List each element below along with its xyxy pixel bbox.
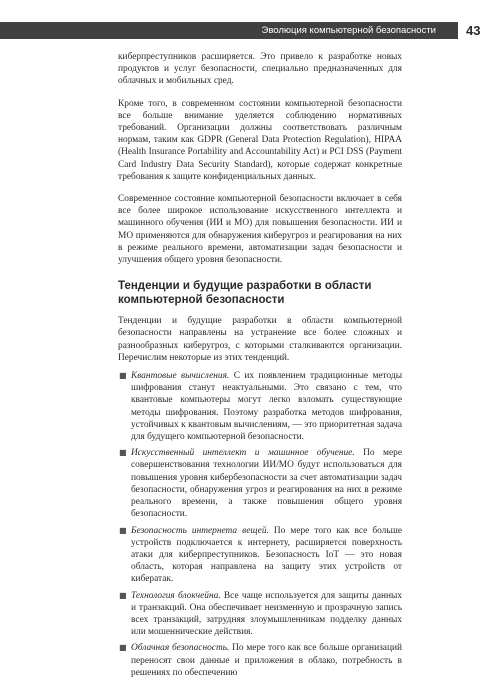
list-item [118, 447, 402, 520]
body-paragraph: киберпреступников расширяется. Это привело к разработке новых продуктов и услуг безопасности, специально предназначенных для облачных и мобильных сред. [118, 52, 402, 87]
list-item [118, 642, 402, 679]
section-heading: Тенденции и будущие разработки в области компьютерной безопасности [118, 280, 372, 307]
page-number: 43 [466, 23, 481, 38]
item-term: Облачная безопасность. [131, 643, 230, 654]
list-item [118, 525, 402, 586]
item-text: С их появлением традиционные методы шифрования станут неактуальными. Это связано с тем, что квантовые компьютеры могут легко взломать существующие методы шифрования. Поэтому разработка методов шифрования, устойчивых к квантовым вычислениям, — это приоритетная задача для будущего компьютерной безопасности. [131, 371, 402, 443]
list-item [118, 370, 402, 443]
item-term: Технология блокчейна. [131, 590, 221, 601]
item-text: По мере того как все больше организаций переносят свои данные и приложения в облако, потребность в решениях по обеспечению [131, 643, 402, 678]
square-bullet-icon: ■ [119, 371, 127, 381]
running-header [0, 22, 458, 39]
square-bullet-icon: ■ [119, 590, 127, 600]
chapter-title: Эволюция компьютерной безопасности [261, 25, 436, 36]
item-term: Безопасность интернета вещей. [131, 525, 269, 536]
trend-list [118, 370, 402, 679]
square-bullet-icon: ■ [119, 525, 127, 535]
list-item [118, 590, 402, 639]
item-text: По мере совершенствования технологии ИИ/МО будут использоваться для повышения уровня кибербезопасности за счет автоматизации задач безопасности, обнаружения угроз и реагирования на них в режиме реального времени, а также повышения общего уровня безопасности. [131, 448, 403, 520]
page-body [118, 51, 402, 683]
section-intro: Тенденции и будущие разработки в области компьютерной безопасности направлены на устранение все более сложных и разнообразных киберугроз, с которыми сталкиваются организации. Перечислим некоторые из этих тенденций. [118, 316, 402, 363]
item-term: Искусственный интеллект и машинное обучение. [131, 448, 355, 459]
body-paragraph: Современное состояние компьютерной безопасности включает в себя все более широкое использование искусственного интеллекта и машинного обучения (ИИ и МО) для повышения безопасности. ИИ и МО применяются для обнаружения киберугроз и реагирования на них в режиме реального времени, автоматизации задач безопасности и улучшения общего уровня безопасности. [118, 194, 402, 266]
body-paragraph: Кроме того, в современном состоянии компьютерной безопасности все больше внимание уделяется соблюдению нормативных требований. Организации должны соответствовать различным нормам, таким как GDPR (General Data Protection Regulation), HIPAA (Health Insurance Portability and Accountability Act) и PCI DSS (Payment Card Industry Data Security Standard), которые содержат конкретные требования к защите конфиденциальных данных. [118, 98, 402, 182]
square-bullet-icon: ■ [119, 643, 127, 653]
square-bullet-icon: ■ [119, 448, 127, 458]
item-text: По мере того как все больше устройств подключается к интернету, расширяется поверхность атаки для киберпреступников. Безопасность IoT — это новая область, которая направлена на защиту этих устройств от кибератак. [131, 525, 403, 585]
item-text: Все чаще используется для защиты данных и транзакций. Она обеспечивает неизменную и прозрачную запись всех транзакций, затрудняя злоумышленникам подделку данных или мошеннические действия. [131, 590, 402, 638]
item-term: Квантовые вычисления. [131, 371, 230, 382]
